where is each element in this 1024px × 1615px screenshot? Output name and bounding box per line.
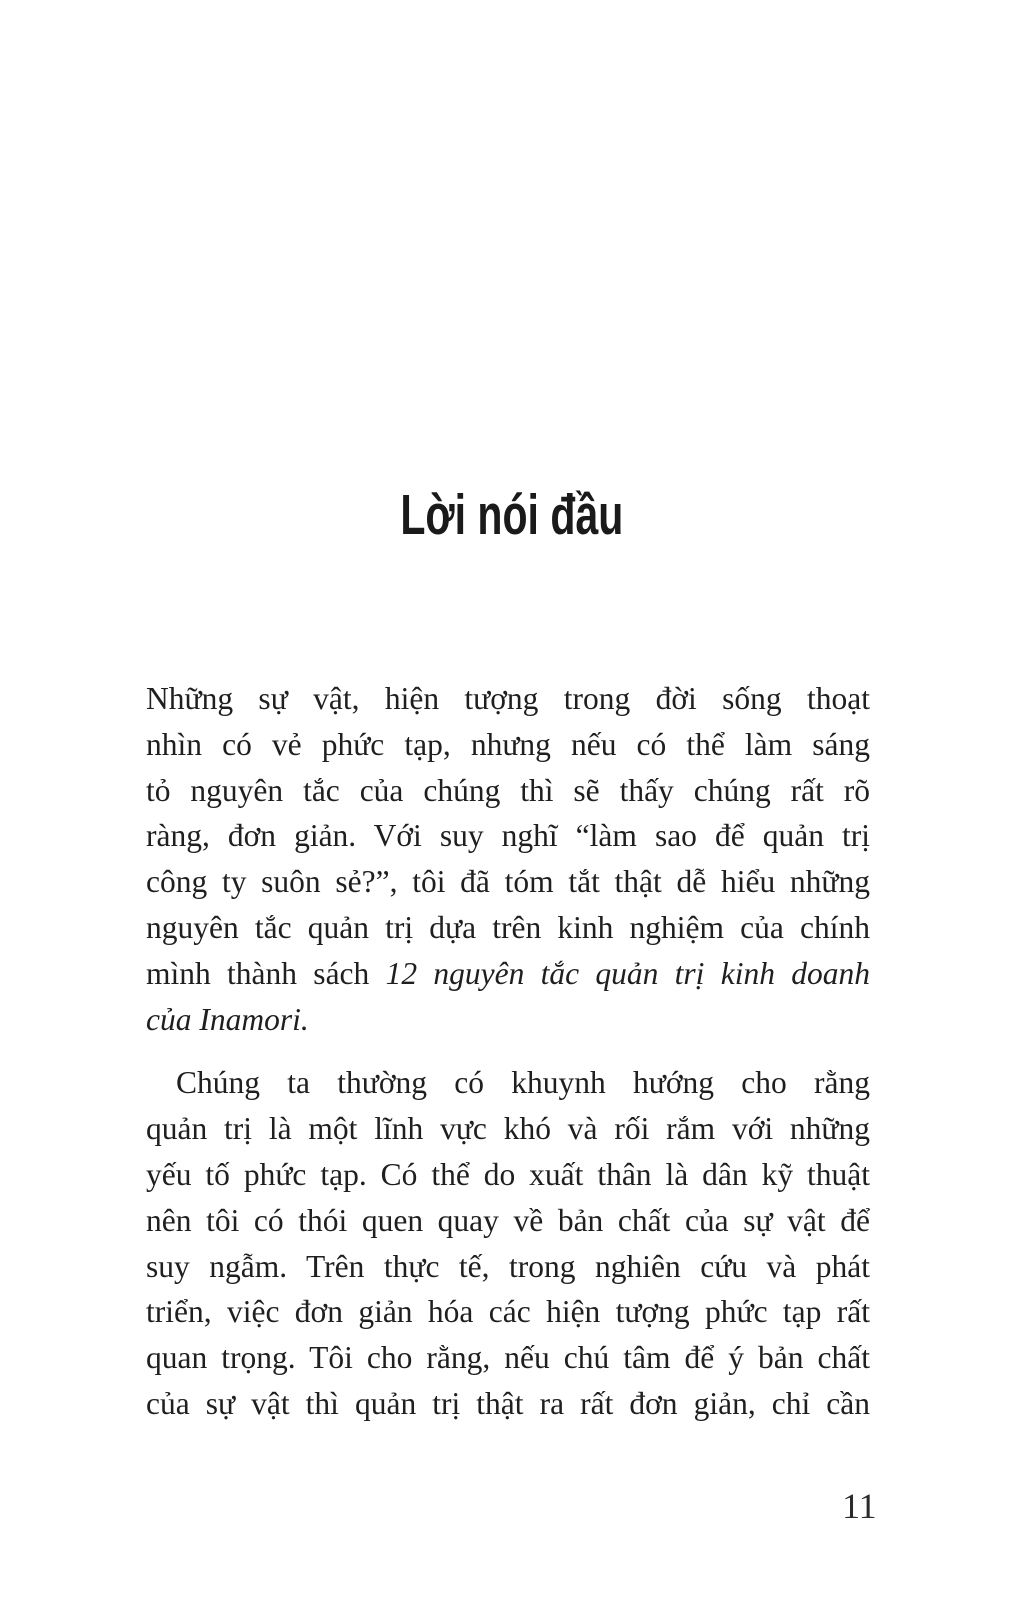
text-line bbox=[146, 1060, 870, 1106]
line-text: quan trọng. Tôi cho rằng, nếu chú tâm để ý bản chất bbox=[146, 1340, 870, 1376]
line-text: yếu tố phức tạp. Có thể do xuất thân là dân kỹ thuật bbox=[146, 1156, 870, 1192]
text-line bbox=[146, 905, 870, 951]
line-text: mình thành sách bbox=[146, 955, 386, 991]
text-line bbox=[146, 1106, 870, 1152]
line-text: quản trị là một lĩnh vực khó và rối rắm với những bbox=[146, 1111, 870, 1147]
text-line bbox=[146, 997, 870, 1043]
line-text: công ty suôn sẻ?”, tôi đã tóm tắt thật dễ hiểu những bbox=[146, 864, 870, 900]
text-line bbox=[146, 1244, 870, 1290]
line-text: ràng, đơn giản. Với suy nghĩ “làm sao để quản trị bbox=[146, 818, 870, 854]
line-text: của sự vật thì quản trị thật ra rất đơn giản, chỉ cần bbox=[146, 1385, 870, 1421]
text-line bbox=[146, 676, 870, 722]
text-line bbox=[146, 951, 870, 997]
text-line bbox=[146, 768, 870, 814]
page-number: 11 bbox=[842, 1486, 877, 1526]
line-text: nhìn có vẻ phức tạp, nhưng nếu có thể làm sáng bbox=[146, 726, 870, 762]
chapter-title bbox=[0, 483, 1024, 547]
text-line bbox=[146, 859, 870, 905]
line-text: triển, việc đơn giản hóa các hiện tượng phức tạp rất bbox=[146, 1294, 870, 1330]
text-line bbox=[146, 1381, 870, 1427]
text-line bbox=[146, 722, 870, 768]
paragraph-1 bbox=[146, 676, 870, 1042]
text-line bbox=[146, 1152, 870, 1198]
book-title-italic: 12 nguyên tắc quản trị kinh doanh bbox=[385, 955, 870, 991]
chapter-title-text: Lời nói đầu bbox=[400, 483, 624, 547]
body-text bbox=[146, 676, 870, 1427]
text-line bbox=[146, 1335, 870, 1381]
book-title-italic: của Inamori. bbox=[146, 1001, 309, 1037]
line-text: tỏ nguyên tắc của chúng thì sẽ thấy chúng rất rõ bbox=[146, 772, 870, 808]
paragraph-2 bbox=[146, 1060, 870, 1426]
text-line bbox=[146, 813, 870, 859]
line-text: Chúng ta thường có khuynh hướng cho rằng bbox=[176, 1065, 870, 1101]
line-text: nguyên tắc quản trị dựa trên kinh nghiệm của chính bbox=[146, 909, 870, 945]
line-text: nên tôi có thói quen quay về bản chất của sự vật để bbox=[146, 1202, 870, 1238]
text-line bbox=[146, 1289, 870, 1335]
line-text: Những sự vật, hiện tượng trong đời sống thoạt bbox=[146, 681, 870, 716]
line-text: suy ngẫm. Trên thực tế, trong nghiên cứu và phát bbox=[146, 1248, 870, 1284]
text-line bbox=[146, 1198, 870, 1244]
